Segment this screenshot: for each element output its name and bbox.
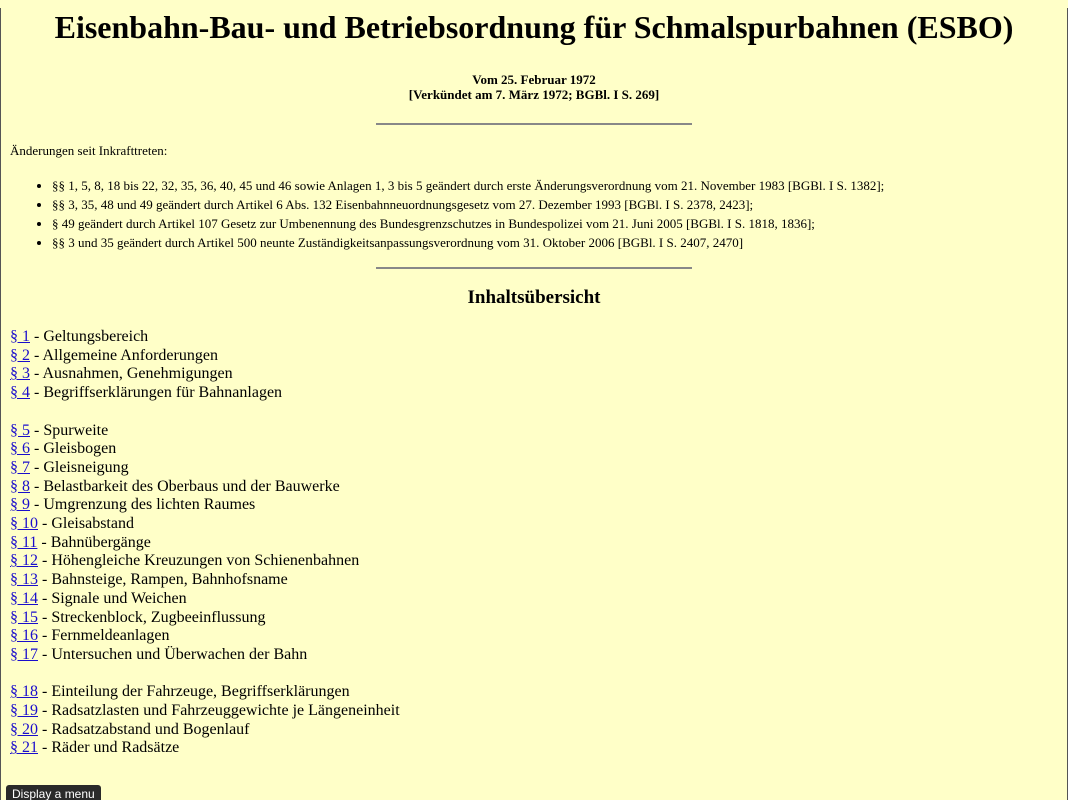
toc-group bbox=[10, 683, 1058, 758]
toc-entry bbox=[10, 496, 1058, 515]
section-link[interactable]: § 11 bbox=[10, 533, 38, 551]
section-link[interactable]: § 21 bbox=[10, 739, 38, 757]
section-title: - Radsatzlasten und Fahrzeuggewichte je Längeneinheit bbox=[38, 702, 400, 720]
section-title: - Einteilung der Fahrzeuge, Begriffserklärungen bbox=[38, 683, 350, 701]
section-title: - Gleisabstand bbox=[38, 515, 134, 533]
change-item: • §§ 3 und 35 geändert durch Artikel 500 neunte Zuständigkeitsanpassungsverordnung vom 31. Oktober 2006 [BGBl. I S. 2407, 2470] bbox=[52, 233, 1058, 252]
section-link[interactable]: § 3 bbox=[10, 365, 30, 383]
section-title: - Räder und Radsätze bbox=[38, 739, 180, 757]
subtitle bbox=[10, 72, 1058, 102]
section-link[interactable]: § 19 bbox=[10, 702, 38, 720]
toc-entry bbox=[10, 571, 1058, 590]
section-link[interactable]: § 16 bbox=[10, 627, 38, 645]
section-link[interactable]: § 10 bbox=[10, 515, 38, 533]
changes-label: Änderungen seit Inkrafttreten: bbox=[10, 143, 168, 158]
section-link[interactable]: § 13 bbox=[10, 571, 38, 589]
menu-tooltip: Display a menu bbox=[6, 785, 101, 800]
page-title: Eisenbahn-Bau- und Betriebsordnung für Schmalspurbahnen (ESBO) bbox=[54, 9, 1014, 45]
section-link[interactable]: § 17 bbox=[10, 645, 38, 663]
section-title: - Streckenblock, Zugbeeinflussung bbox=[38, 608, 266, 626]
date-line: Vom 25. Februar 1972 bbox=[472, 72, 596, 87]
toc-entry bbox=[10, 702, 1058, 721]
change-item: • § 49 geändert durch Artikel 107 Gesetz zur Umbenennung des Bundesgrenzschutzes in Bundespolizei vom 21. Juni 2005 [BGBl. I S. 1818, 1836]; bbox=[52, 214, 1058, 233]
section-title: - Belastbarkeit des Oberbaus und der Bauwerke bbox=[30, 477, 340, 495]
changes-list bbox=[10, 176, 1058, 252]
toc-entry bbox=[10, 534, 1058, 553]
section-title: - Untersuchen und Überwachen der Bahn bbox=[38, 645, 308, 663]
toc-entry bbox=[10, 515, 1058, 534]
section-link[interactable]: § 7 bbox=[10, 458, 30, 476]
toc-group bbox=[10, 422, 1058, 665]
section-title: - Umgrenzung des lichten Raumes bbox=[30, 496, 256, 514]
toc-entry bbox=[10, 459, 1058, 478]
toc-entry bbox=[10, 440, 1058, 459]
section-title: - Geltungsbereich bbox=[30, 328, 149, 345]
section-title: - Spurweite bbox=[30, 421, 109, 439]
section-title: - Bahnübergänge bbox=[37, 533, 151, 551]
section-title: - Ausnahmen, Genehmigungen bbox=[30, 365, 233, 383]
toc-entry bbox=[10, 683, 1058, 702]
section-link[interactable]: § 15 bbox=[10, 608, 38, 626]
toc-entry bbox=[10, 422, 1058, 441]
section-title: - Radsatzabstand und Bogenlauf bbox=[38, 720, 250, 738]
toc-entry bbox=[10, 328, 1058, 347]
section-link[interactable]: § 20 bbox=[10, 720, 38, 738]
toc-entry bbox=[10, 721, 1058, 740]
toc-entry bbox=[10, 384, 1058, 403]
toc-entry bbox=[10, 365, 1058, 384]
divider bbox=[376, 123, 692, 125]
section-title: - Fernmeldeanlagen bbox=[38, 627, 170, 645]
section-link[interactable]: § 6 bbox=[10, 440, 30, 458]
toc-entry bbox=[10, 646, 1058, 665]
section-title: - Höhengleiche Kreuzungen von Schienenbahnen bbox=[38, 552, 360, 570]
change-item: • §§ 3, 35, 48 und 49 geändert durch Artikel 6 Abs. 132 Eisenbahnneuordnungsgesetz vom 27. Dezember 1993 [BGBl. I S. 2378, 2423]; bbox=[52, 195, 1058, 214]
toc-entry bbox=[10, 478, 1058, 497]
change-item: • §§ 1, 5, 8, 18 bis 22, 32, 35, 36, 40, 45 und 46 sowie Anlagen 1, 3 bis 5 geändert durch erste Änderungsverordnung vom 21. November 1983 [BGBl. I S. 1382]; bbox=[52, 176, 1058, 195]
section-link[interactable]: § 9 bbox=[10, 496, 30, 514]
section-link[interactable]: § 12 bbox=[10, 552, 38, 570]
section-title: - Gleisbogen bbox=[30, 440, 117, 458]
section-title: - Signale und Weichen bbox=[38, 589, 187, 607]
section-link[interactable]: § 5 bbox=[10, 421, 30, 439]
section-link[interactable]: § 4 bbox=[10, 384, 30, 402]
toc-group bbox=[10, 328, 1058, 403]
toc-entry bbox=[10, 590, 1058, 609]
table-of-contents bbox=[10, 328, 1058, 758]
toc-entry bbox=[10, 739, 1058, 758]
toc-entry bbox=[10, 627, 1058, 646]
section-title: - Gleisneigung bbox=[30, 458, 129, 476]
section-title: - Begriffserklärungen für Bahnanlagen bbox=[30, 384, 283, 402]
toc-heading: Inhaltsübersicht bbox=[467, 287, 601, 308]
section-title: - Bahnsteige, Rampen, Bahnhofsname bbox=[38, 571, 288, 589]
section-link[interactable]: § 2 bbox=[10, 346, 30, 364]
toc-entry bbox=[10, 347, 1058, 366]
section-title: - Allgemeine Anforderungen bbox=[30, 346, 218, 364]
section-link[interactable]: § 18 bbox=[10, 683, 38, 701]
section-link[interactable]: § 14 bbox=[10, 589, 38, 607]
section-link[interactable]: § 1 bbox=[10, 328, 30, 345]
document-page bbox=[1, 8, 1067, 758]
divider bbox=[376, 267, 692, 269]
announce-line: [Verkündet am 7. März 1972; BGBl. I S. 269] bbox=[408, 87, 660, 102]
toc-entry bbox=[10, 552, 1058, 571]
section-link[interactable]: § 8 bbox=[10, 477, 30, 495]
toc-entry bbox=[10, 609, 1058, 628]
